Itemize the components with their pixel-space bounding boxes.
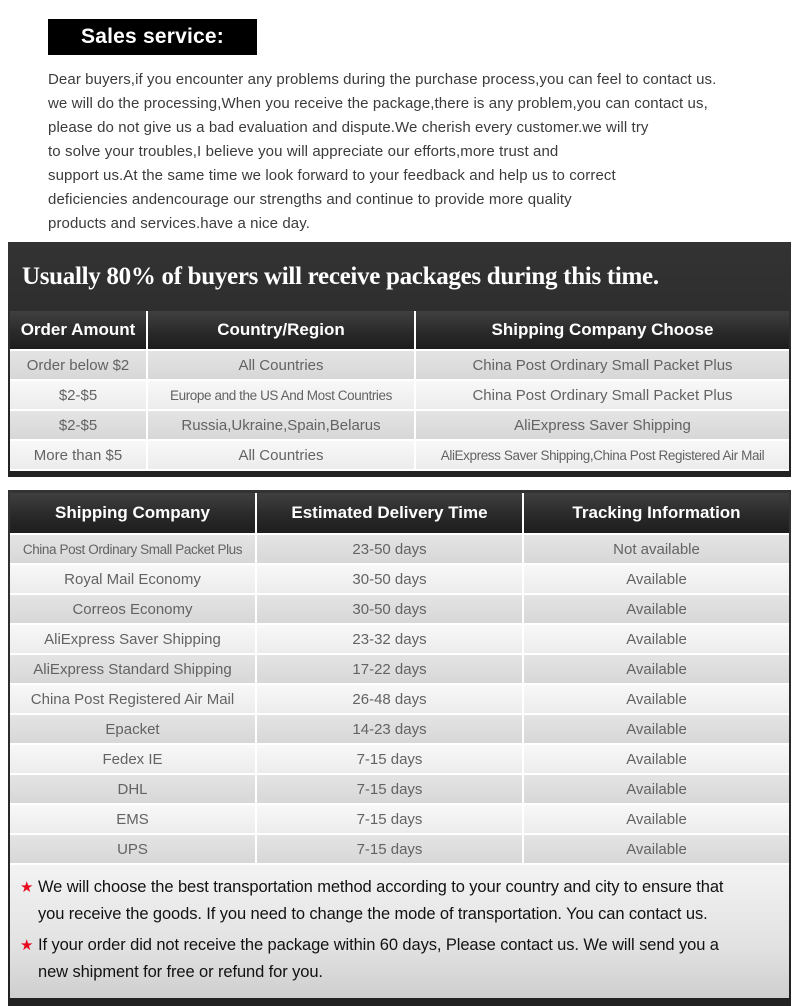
tracking-cell: Available — [523, 564, 789, 594]
tracking-cell: Available — [523, 834, 789, 864]
shipping-choice-table — [10, 311, 789, 471]
delivery-table — [10, 493, 789, 865]
intro-line: Dear buyers,if you encounter any problems during the purchase process,you can feel to contact us. — [48, 71, 717, 88]
tracking-cell: Available — [523, 714, 789, 744]
table-row — [10, 654, 789, 684]
tracking-cell: Not available — [523, 534, 789, 564]
table-row — [10, 804, 789, 834]
table-row — [10, 624, 789, 654]
delivery-time-cell: 7-15 days — [256, 804, 523, 834]
shipping-company-cell: Epacket — [10, 714, 256, 744]
col-header-shipping-company-choose: Shipping Company Choose — [415, 311, 789, 350]
note-text — [38, 932, 719, 986]
delivery-time-cell: 17-22 days — [256, 654, 523, 684]
delivery-time-cell: 23-32 days — [256, 624, 523, 654]
intro-line: we will do the processing,When you receive the package,there is any problem,you can contact us, — [48, 95, 708, 112]
table-row — [10, 350, 789, 380]
table-row — [10, 834, 789, 864]
table-row — [10, 774, 789, 804]
table-row — [10, 440, 789, 470]
table-header-row — [10, 493, 789, 534]
table-row — [10, 564, 789, 594]
note-item — [20, 874, 779, 928]
shipping-company-cell: China Post Ordinary Small Packet Plus — [10, 534, 256, 564]
intro-line: to solve your troubles,I believe you will appreciate our efforts,more trust and — [48, 143, 559, 160]
shipping-company-cell: AliExpress Saver Shipping — [10, 624, 256, 654]
tracking-cell: Available — [523, 624, 789, 654]
shipping-company-cell: AliExpress Standard Shipping — [10, 654, 256, 684]
order-amount-cell: Order below $2 — [10, 350, 147, 380]
note-line: you receive the goods. If you need to change the mode of transportation. You can contact us. — [38, 905, 708, 923]
shipping-company-cell: China Post Ordinary Small Packet Plus — [415, 350, 789, 380]
country-region-cell: All Countries — [147, 350, 415, 380]
shipping-company-cell: China Post Ordinary Small Packet Plus — [415, 380, 789, 410]
tracking-cell: Available — [523, 654, 789, 684]
star-icon: ★ — [20, 879, 34, 896]
shipping-notes — [10, 865, 789, 998]
shipping-company-cell: DHL — [10, 774, 256, 804]
tracking-cell: Available — [523, 684, 789, 714]
shipping-choice-panel — [8, 242, 791, 477]
intro-line: support us.At the same time we look forward to your feedback and help us to correct — [48, 167, 616, 184]
table-row — [10, 380, 789, 410]
delivery-time-cell: 26-48 days — [256, 684, 523, 714]
intro-paragraph — [48, 68, 768, 236]
table-row — [10, 714, 789, 744]
shipping-company-cell: China Post Registered Air Mail — [10, 684, 256, 714]
panel-banner-title: Usually 80% of buyers will receive packages during this time. — [22, 262, 659, 290]
delivery-time-cell: 23-50 days — [256, 534, 523, 564]
shipping-company-cell: AliExpress Saver Shipping,China Post Registered Air Mail — [415, 440, 789, 470]
delivery-time-cell: 30-50 days — [256, 594, 523, 624]
delivery-time-cell: 30-50 days — [256, 564, 523, 594]
delivery-time-cell: 7-15 days — [256, 834, 523, 864]
shipping-company-cell: UPS — [10, 834, 256, 864]
tracking-cell: Available — [523, 804, 789, 834]
delivery-info-panel — [8, 490, 791, 1006]
intro-line: please do not give us a bad evaluation and dispute.We cherish every customer.we will try — [48, 119, 649, 136]
sales-service-badge: Sales service: — [48, 19, 257, 55]
star-icon: ★ — [20, 937, 34, 954]
delivery-time-cell: 14-23 days — [256, 714, 523, 744]
note-line: If your order did not receive the package within 60 days, Please contact us. We will send you a — [38, 936, 719, 954]
table-row — [10, 684, 789, 714]
tracking-cell: Available — [523, 744, 789, 774]
col-header-order-amount: Order Amount — [10, 311, 147, 350]
order-amount-cell: More than $5 — [10, 440, 147, 470]
table-header-row — [10, 311, 789, 350]
tracking-cell: Available — [523, 594, 789, 624]
tracking-cell: Available — [523, 774, 789, 804]
country-region-cell: All Countries — [147, 440, 415, 470]
col-header-tracking-information: Tracking Information — [523, 493, 789, 534]
table-row — [10, 410, 789, 440]
intro-line: products and services.have a nice day. — [48, 215, 311, 232]
shipping-company-cell: Royal Mail Economy — [10, 564, 256, 594]
note-line: new shipment for free or refund for you. — [38, 963, 323, 981]
table-row — [10, 744, 789, 774]
delivery-time-cell: 7-15 days — [256, 774, 523, 804]
note-item — [20, 932, 779, 986]
note-line: We will choose the best transportation method according to your country and city to ensure that — [38, 878, 724, 896]
order-amount-cell: $2-$5 — [10, 410, 147, 440]
shipping-company-cell: Fedex IE — [10, 744, 256, 774]
shipping-company-cell: AliExpress Saver Shipping — [415, 410, 789, 440]
table-row — [10, 594, 789, 624]
delivery-time-cell: 7-15 days — [256, 744, 523, 774]
note-text — [38, 874, 723, 928]
order-amount-cell: $2-$5 — [10, 380, 147, 410]
country-region-cell: Europe and the US And Most Countries — [147, 380, 415, 410]
col-header-country-region: Country/Region — [147, 311, 415, 350]
table-row — [10, 534, 789, 564]
col-header-estimated-delivery-time: Estimated Delivery Time — [256, 493, 523, 534]
shipping-company-cell: EMS — [10, 804, 256, 834]
shipping-company-cell: Correos Economy — [10, 594, 256, 624]
country-region-cell: Russia,Ukraine,Spain,Belarus — [147, 410, 415, 440]
col-header-shipping-company: Shipping Company — [10, 493, 256, 534]
intro-line: deficiencies andencourage our strengths and continue to provide more quality — [48, 191, 572, 208]
